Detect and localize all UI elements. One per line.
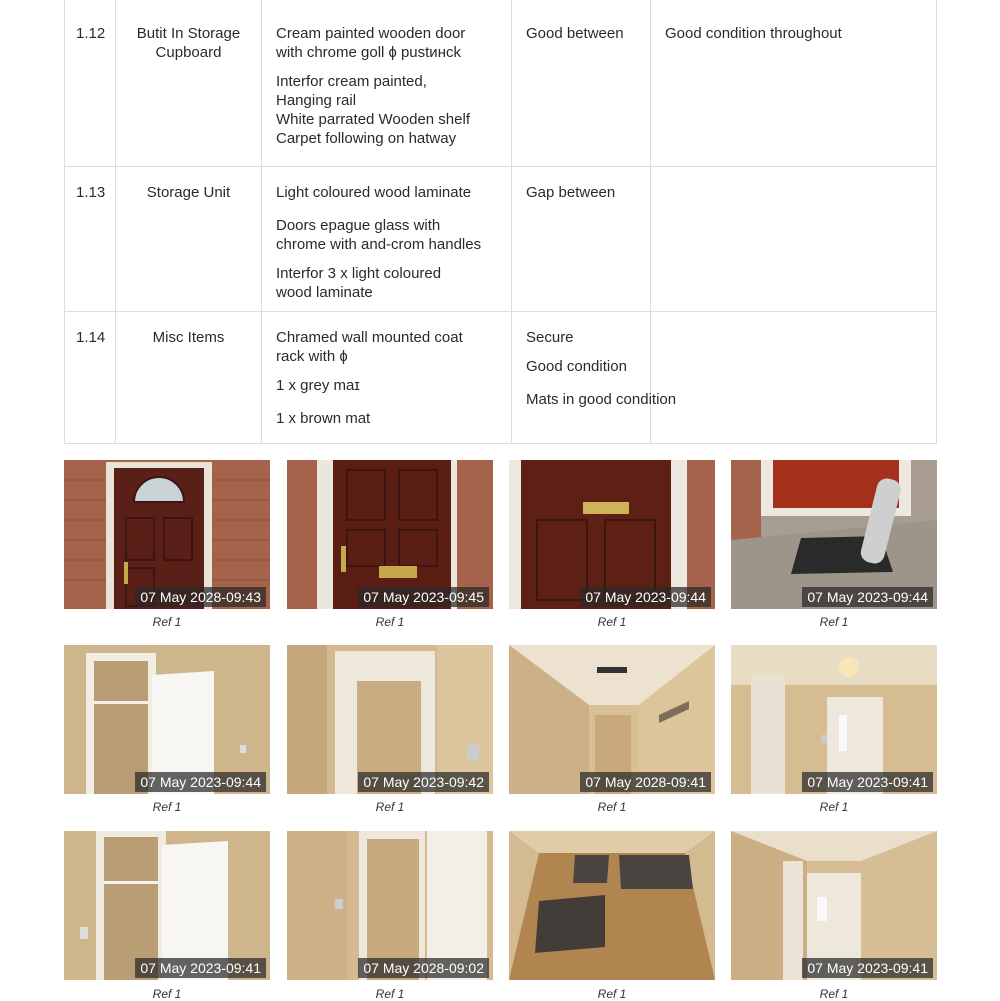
photo-caption: Ref 1 [152, 615, 182, 629]
ref-cell: 1.13 [65, 167, 116, 312]
description-text: Chramed wall mounted coat [276, 329, 463, 346]
condition-text: Good between [526, 25, 624, 42]
condition-cell [512, 312, 677, 444]
condition-text: Mats in good condition [526, 391, 677, 408]
photo-front-door-exterior [64, 460, 270, 609]
photo-hallway-light [731, 645, 937, 794]
description-text: chrome with and-crom handles [276, 236, 482, 253]
item-text: Cupboard [155, 44, 222, 61]
notes-cell [651, 167, 937, 312]
photo-caption: Ref 1 [152, 987, 182, 1001]
description-text: with chrome goll ɸ pustинck [276, 44, 461, 61]
photo-timestamp: 07 May 2023-09:44 [135, 772, 266, 792]
condition-text: Good condition [526, 358, 627, 375]
notes-cell [651, 312, 937, 444]
description-cell [262, 0, 512, 167]
table-row [65, 0, 937, 167]
photo-caption: Ref 1 [597, 615, 627, 629]
photo-timestamp: 07 May 2023-09:41 [802, 772, 933, 792]
description-text: 1 x brown mat [276, 410, 371, 427]
description-text: Hanging rail [276, 92, 357, 109]
photo-doorstep-mat [731, 460, 937, 609]
photo-timestamp: 07 May 2028-09:02 [358, 958, 489, 978]
notes-text: Good condition throughout [665, 25, 842, 42]
photo-hallway-doors [287, 831, 493, 980]
description-text: rack with ɸ [276, 348, 348, 365]
photo-hallway-doorway [287, 645, 493, 794]
description-cell [262, 167, 512, 312]
photo-caption: Ref 1 [375, 800, 405, 814]
photo-caption: Ref 1 [597, 800, 627, 814]
photo-door-closeup [509, 460, 715, 609]
photo-caption: Ref 1 [152, 800, 182, 814]
description-cell [262, 312, 512, 444]
photo-cupboard-open-2 [64, 831, 270, 980]
photo-caption: Ref 1 [819, 987, 849, 1001]
description-text: Carpet following on hatway [276, 130, 457, 147]
description-text: White parrated Wooden shelf [276, 111, 470, 128]
photo-timestamp: 07 May 2023-09:45 [358, 587, 489, 607]
description-text: 1 x grey maɪ [276, 377, 360, 394]
inventory-table [64, 0, 937, 444]
photo-timestamp: 07 May 2023-09:41 [802, 958, 933, 978]
condition-text: Gap between [526, 184, 616, 201]
condition-text: Secure [526, 329, 574, 346]
item-cell [116, 0, 262, 167]
photo-timestamp: 07 May 2023-09:44 [802, 587, 933, 607]
condition-cell [512, 167, 651, 312]
photo-image [509, 831, 715, 980]
photo-timestamp: 07 May 2023-09:44 [580, 587, 711, 607]
photo-storage-cupboard-open [64, 645, 270, 794]
table-row [65, 167, 937, 312]
table-row [65, 312, 937, 444]
description-text: Interfor 3 x light coloured [276, 265, 442, 282]
photo-caption: Ref 1 [597, 987, 627, 1001]
photo-hallway-ceiling [509, 645, 715, 794]
description-text: Interfor cream painted, [276, 73, 427, 90]
photo-caption: Ref 1 [375, 987, 405, 1001]
description-text: Light coloured wood laminate [276, 184, 472, 201]
photo-hallway-floor-mats [509, 831, 715, 980]
item-text: Misc Items [152, 329, 225, 346]
item-text: Butit In Storage [136, 25, 241, 42]
photo-hallway-end-door [731, 831, 937, 980]
description-text: Doors epague glass with [276, 217, 441, 234]
item-cell [116, 312, 262, 444]
photo-timestamp: 07 May 2028-09:41 [580, 772, 711, 792]
photo-timestamp: 07 May 2028-09:43 [135, 587, 266, 607]
photo-caption: Ref 1 [819, 800, 849, 814]
ref-cell: 1.12 [65, 0, 116, 167]
condition-cell [512, 0, 651, 167]
photo-timestamp: 07 May 2023-09:42 [358, 772, 489, 792]
item-cell [116, 167, 262, 312]
photo-timestamp: 07 May 2023-09:41 [135, 958, 266, 978]
photo-caption: Ref 1 [819, 615, 849, 629]
photo-front-door-letterbox [287, 460, 493, 609]
ref-cell: 1.14 [65, 312, 116, 444]
notes-cell [651, 0, 937, 167]
photo-caption: Ref 1 [375, 615, 405, 629]
item-text: Storage Unit [146, 184, 231, 201]
description-text: wood laminate [276, 284, 373, 301]
description-text: Cream painted wooden door [276, 25, 466, 42]
